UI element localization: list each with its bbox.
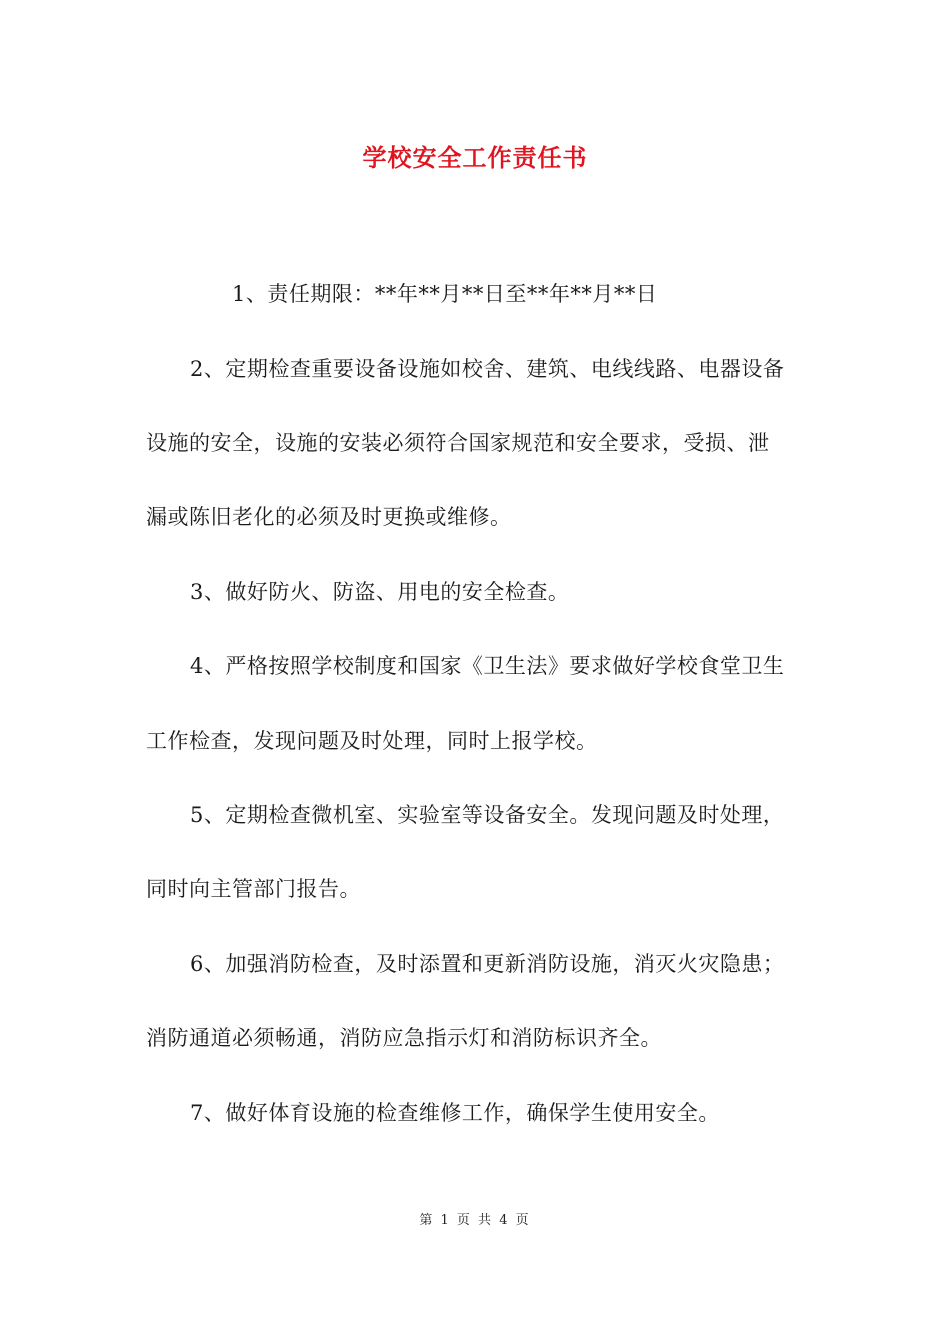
clause-4-line-1: 4、严格按照学校制度和国家《卫生法》要求做好学校食堂卫生 bbox=[190, 654, 785, 678]
clause-5-line-1: 5、定期检查微机室、实验室等设备安全。发现问题及时处理， bbox=[190, 803, 785, 827]
clause-5-line-2: 同时向主管部门报告。 bbox=[146, 877, 361, 901]
document-title: 学校安全工作责任书 bbox=[362, 143, 588, 172]
clause-2-line-1: 2、定期检查重要设备设施如校舍、建筑、电线线路、电器设备 bbox=[190, 357, 785, 381]
clause-7-line-1: 7、做好体育设施的检查维修工作，确保学生使用安全。 bbox=[190, 1101, 720, 1125]
clause-6-line-2: 消防通道必须畅通，消防应急指示灯和消防标识齐全。 bbox=[146, 1026, 662, 1050]
clause-2-line-2: 设施的安全，设施的安装必须符合国家规范和安全要求，受损、泄 bbox=[146, 431, 770, 455]
clause-1-line-1: 1、责任期限：**年**月**日至**年**月**日 bbox=[232, 282, 658, 306]
clause-6-line-1: 6、加强消防检查，及时添置和更新消防设施，消灭火灾隐患； bbox=[190, 952, 785, 976]
clause-4-line-2: 工作检查，发现问题及时处理，同时上报学校。 bbox=[146, 729, 598, 753]
clause-2-line-3: 漏或陈旧老化的必须及时更换或维修。 bbox=[146, 505, 512, 529]
page-footer: 第 1 页 共 4 页 bbox=[419, 1213, 531, 1228]
clause-3-line-1: 3、做好防火、防盗、用电的安全检查。 bbox=[190, 580, 570, 604]
